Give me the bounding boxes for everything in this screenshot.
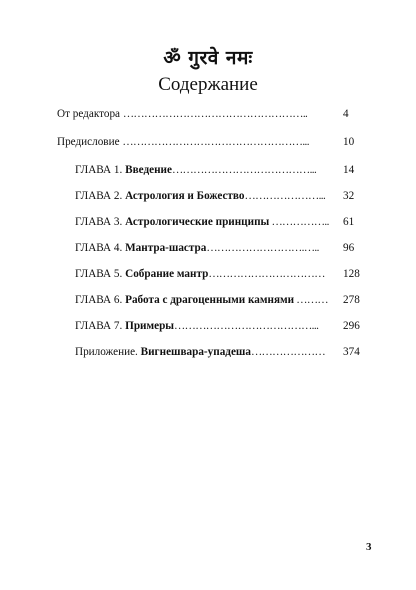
- toc-entry-label: ГЛАВА 6.: [75, 294, 126, 306]
- toc-page-number: 14: [343, 164, 355, 176]
- toc-page-number: 128: [343, 268, 360, 280]
- table-of-contents: [57, 107, 387, 371]
- toc-entry-label: Приложение.: [75, 346, 141, 358]
- toc-entry-label: ГЛАВА 3.: [75, 216, 126, 228]
- page-title: Содержание: [158, 74, 258, 95]
- toc-entry-text: [75, 241, 319, 255]
- toc-entry-title: Введение: [125, 164, 172, 176]
- toc-entry-chapter-2[interactable]: [57, 189, 387, 215]
- toc-entry-title: Астрология и Божество: [125, 190, 245, 202]
- toc-entry-chapter-7[interactable]: [57, 319, 387, 345]
- toc-leader-dots: ……………………….…..: [206, 242, 319, 254]
- toc-entry-label: Предисловие: [57, 136, 123, 148]
- toc-entry-label: От редактора: [57, 108, 123, 120]
- toc-entry-text: [75, 215, 329, 229]
- toc-leader-dots: …………………………………...: [171, 164, 317, 176]
- toc-leader-dots: …………………………………...: [174, 320, 319, 332]
- toc-page-number: 4: [343, 108, 349, 120]
- invocation-heading: ॐ गुरवे नमः: [163, 47, 253, 69]
- toc-entry-title: Собрание мантр: [125, 268, 209, 280]
- toc-page-number: 61: [343, 216, 355, 228]
- toc-leader-dots: ……………………………………………...: [122, 136, 309, 148]
- toc-entry-text: [75, 293, 328, 307]
- toc-entry-editor[interactable]: [57, 107, 387, 135]
- toc-entry-text: [75, 319, 318, 333]
- toc-entry-title: Работа с драгоценными камнями: [125, 294, 295, 306]
- toc-leader-dots: ………: [294, 294, 329, 306]
- toc-page-number: 374: [343, 346, 360, 358]
- toc-entry-label: ГЛАВА 2.: [75, 190, 126, 202]
- toc-entry-title: Вигнешвара-упадеша: [140, 346, 251, 358]
- toc-entry-appendix[interactable]: [57, 345, 387, 371]
- toc-leader-dots: …………………...: [244, 190, 326, 202]
- toc-entry-chapter-3[interactable]: [57, 215, 387, 241]
- toc-entry-title: Астрологические принципы: [125, 216, 270, 228]
- toc-entry-text: [75, 345, 325, 359]
- toc-page-number: 32: [343, 190, 355, 202]
- toc-entry-text: [75, 163, 316, 177]
- toc-entry-label: ГЛАВА 7.: [75, 320, 126, 332]
- toc-entry-label: ГЛАВА 4.: [75, 242, 126, 254]
- toc-page-number: 10: [343, 136, 355, 148]
- toc-entry-label: ГЛАВА 5.: [75, 268, 126, 280]
- toc-leader-dots: ……………..: [269, 216, 329, 228]
- toc-entry-chapter-5[interactable]: [57, 267, 387, 293]
- toc-entry-title: Примеры: [125, 320, 175, 332]
- toc-entry-chapter-1[interactable]: [57, 163, 387, 189]
- toc-leader-dots: ……………………………………………..: [122, 108, 308, 120]
- page-number: 3: [366, 541, 372, 553]
- toc-entry-text: [75, 189, 325, 203]
- toc-entry-chapter-4[interactable]: [57, 241, 387, 267]
- toc-page-number: 278: [343, 294, 360, 306]
- toc-entry-text: [75, 267, 325, 281]
- toc-entry-text: [57, 107, 307, 121]
- toc-entry-chapter-6[interactable]: [57, 293, 387, 319]
- toc-page-number: 96: [343, 242, 355, 254]
- toc-entry-title: Мантра-шастра: [125, 242, 207, 254]
- toc-leader-dots: ……………………………: [208, 268, 325, 280]
- toc-leader-dots: …………………: [250, 346, 326, 358]
- toc-page-number: 296: [343, 320, 360, 332]
- toc-entry-text: [57, 135, 309, 149]
- toc-entry-preface[interactable]: [57, 135, 387, 163]
- toc-entry-label: ГЛАВА 1.: [75, 164, 126, 176]
